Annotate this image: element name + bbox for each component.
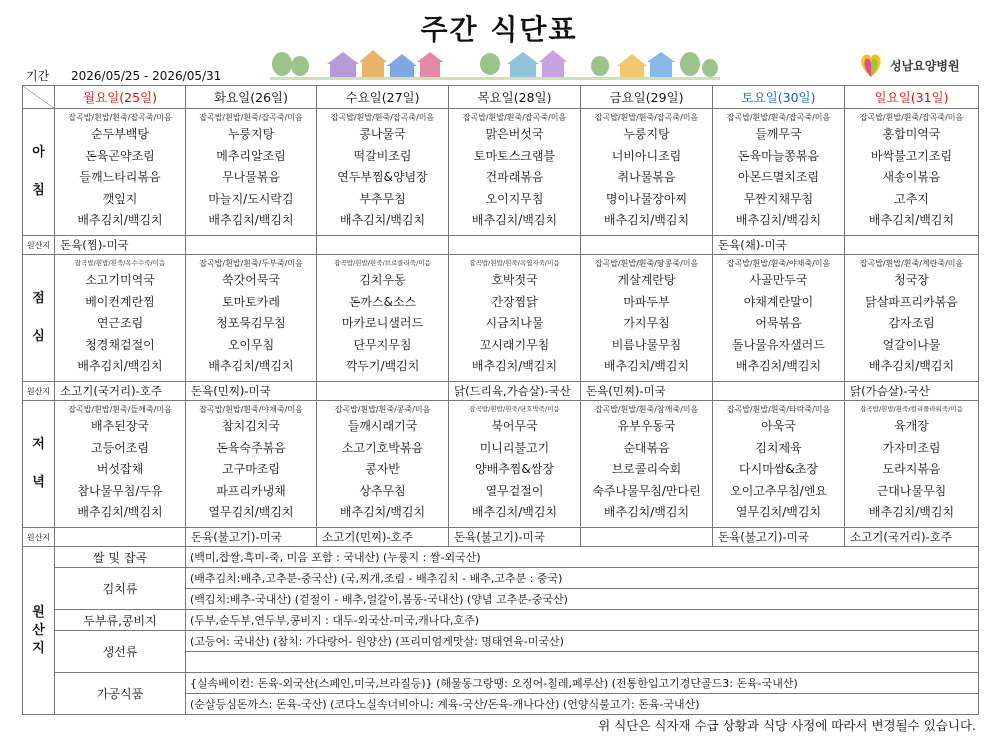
menu-item: 배추김치/백김치 xyxy=(208,213,294,228)
origin-label: 원산지 xyxy=(23,382,55,401)
menu-item: 메추리알조림 xyxy=(216,148,286,163)
food-type: 가공식품 xyxy=(55,673,186,715)
dinner-row xyxy=(23,401,979,528)
menu-item: 배추김치/백김치 xyxy=(208,359,294,374)
menu-item: 배추김치/백김치 xyxy=(868,505,955,520)
hospital-logo xyxy=(856,50,960,80)
menu-item: 유부우동국 xyxy=(617,419,676,433)
menu-item: 간장찜닭 xyxy=(491,294,538,309)
food-type: 생선류 xyxy=(55,631,186,673)
lunch-cell-thu xyxy=(449,255,581,382)
menu-item: 깻잎지 xyxy=(102,191,138,206)
side-label-char: 산 xyxy=(32,622,45,638)
origin-cell: 돈육(채)-미국 xyxy=(713,236,845,255)
menu-item: 배추김치/백김치 xyxy=(471,505,558,520)
rice-options: 잡곡밥/흰밥/흰죽/잡곡죽/미음 xyxy=(462,113,567,122)
origin-cell: 돈육(찜)-미국 xyxy=(55,236,186,255)
menu-item: 배추김치/백김치 xyxy=(735,359,822,374)
breakfast-row xyxy=(23,109,979,236)
origin-cell: 소고기(국거리)-호주 xyxy=(845,528,979,547)
day-header-tue: 화요일(26일) xyxy=(186,86,317,109)
lunch-cell-wed xyxy=(317,255,449,382)
origin-cell xyxy=(581,528,713,547)
menu-item: 토마토카레 xyxy=(222,294,280,309)
menu-item: 배추김치/백김치 xyxy=(868,213,955,228)
menu-item: 상추무침 xyxy=(359,483,406,498)
origin-cell xyxy=(713,382,845,401)
menu-item: 순대볶음 xyxy=(623,440,670,455)
period xyxy=(26,67,221,84)
menu-item: 돌나물유자샐러드 xyxy=(732,337,825,352)
menu-item: 홍합미역국 xyxy=(882,127,941,141)
food-type: 두부류,콩비지 xyxy=(55,610,186,631)
menu-item: 게살계란탕 xyxy=(617,273,676,287)
menu-item: 마파두부 xyxy=(623,294,670,309)
menu-item: 배추김치/백김치 xyxy=(77,505,163,520)
menu-item: 무나물볶음 xyxy=(222,170,280,185)
origin-cell: 소고기(민찌)-호주 xyxy=(317,528,449,547)
menu-item: 배추김치/백김치 xyxy=(471,213,558,228)
menu-item: 소고기호박볶음 xyxy=(341,440,424,455)
menu-item: 배추김치/백김치 xyxy=(339,505,426,520)
breakfast-label-char: 침 xyxy=(32,183,45,198)
rice-options: 잡곡밥/흰밥/흰죽/땅콩죽/미음 xyxy=(594,259,699,268)
menu-item: 참나물무침/두유 xyxy=(77,483,163,498)
breakfast-cell-thu xyxy=(449,109,581,236)
menu-item: 청국장 xyxy=(894,273,929,287)
breakfast-label-char: 아 xyxy=(32,145,45,160)
breakfast-cell-mon xyxy=(55,109,186,236)
menu-item: 닭살파프리카볶음 xyxy=(865,294,958,309)
food-origin-row-tofu xyxy=(23,610,979,631)
dinner-origin-row xyxy=(23,528,979,547)
menu-item: 배추김치/백김치 xyxy=(471,359,558,374)
breakfast-origin-row xyxy=(23,236,979,255)
lunch-label-char: 심 xyxy=(32,329,45,344)
dinner-label-char: 녁 xyxy=(32,475,45,490)
menu-item: 청경채겉절이 xyxy=(85,337,155,352)
breakfast-cell-wed xyxy=(317,109,449,236)
menu-item: 호박젓국 xyxy=(491,273,538,287)
side-label-char: 지 xyxy=(32,640,45,656)
menu-item: 마카로니샐러드 xyxy=(341,316,424,331)
menu-item: 바싹불고기조림 xyxy=(870,148,953,163)
menu-item: 들깨무국 xyxy=(755,127,802,141)
lunch-label-char: 점 xyxy=(32,291,45,306)
menu-item: 어묵볶음 xyxy=(755,316,802,331)
menu-item: 취나물볶음 xyxy=(617,170,676,185)
menu-item: 청포묵김무침 xyxy=(216,316,286,331)
origin-cell: 돈육(불고기)-미국 xyxy=(186,528,317,547)
menu-item: 오이무침 xyxy=(227,337,275,352)
menu-item: 콩나물국 xyxy=(359,127,406,141)
origin-cell xyxy=(317,236,449,255)
menu-item: 배추김치/백김치 xyxy=(603,213,690,228)
menu-item: 소고기미역국 xyxy=(85,273,155,287)
menu-item: 야채계란말이 xyxy=(743,294,814,309)
menu-item: 숙주나물무침/만다린 xyxy=(592,483,701,498)
dinner-cell-wed xyxy=(317,401,449,528)
rice-options: 잡곡밥/흰밥/흰죽/두부죽/미음 xyxy=(199,259,303,268)
rice-options: 잡곡밥/흰밥/흰죽/단호박죽/미음 xyxy=(469,405,560,413)
day-header-fri: 금요일(29일) xyxy=(581,86,713,109)
page-title: 주간 식단표 xyxy=(420,13,578,46)
rice-options: 잡곡밥/흰밥/흰죽/잡곡죽/미음 xyxy=(859,113,964,122)
dinner-cell-thu xyxy=(449,401,581,528)
menu-item: 배추김치/백김치 xyxy=(77,359,163,374)
menu-item: 아몬드멸치조림 xyxy=(737,170,820,185)
hospital-name: 성남요양병원 xyxy=(890,58,960,73)
rice-options: 잡곡밥/흰밥/흰죽/들깨죽/미음 xyxy=(68,405,172,414)
menu-item: 사골만두국 xyxy=(749,273,808,287)
rice-options: 잡곡밥/흰밥/흰죽/잡곡죽/미음 xyxy=(594,113,699,122)
menu-item: 배추김치/백김치 xyxy=(339,213,426,228)
day-header-sun: 일요일(31일) xyxy=(845,86,979,109)
origin-cell: 돈육(민찌)-미국 xyxy=(186,382,317,401)
dinner-cell-sun xyxy=(845,401,979,528)
lunch-row xyxy=(23,255,979,382)
menu-item: 배추김치/백김치 xyxy=(603,505,690,520)
menu-item: 꼬시래기무침 xyxy=(479,337,550,352)
rice-options: 잡곡밥/흰밥/흰죽/야채죽/미음 xyxy=(199,405,303,414)
dinner-cell-tue xyxy=(186,401,317,528)
breakfast-cell-sun xyxy=(845,109,979,236)
food-desc: (순살등심돈까스: 돈육-국산) (코다노실속너비아니: 계육-국산/돈육-캐나다산) (언양식불고기: 돈육-국내산) xyxy=(186,694,979,715)
menu-item: 콩자반 xyxy=(365,462,400,477)
lunch-cell-sat xyxy=(713,255,845,382)
origin-cell xyxy=(55,528,186,547)
menu-item: 가자미조림 xyxy=(882,440,941,455)
menu-item: 감자조림 xyxy=(888,316,935,331)
menu-item: 누룽지탕 xyxy=(227,127,275,141)
menu-item: 오이고추무침/엔요 xyxy=(730,483,827,498)
menu-item: 비름나물무침 xyxy=(611,337,682,352)
lunch-cell-sun xyxy=(845,255,979,382)
food-desc: (배추김치:배추,고추분-중국산) (국,찌개,조림 - 배추김치 - 배추,고추분 : 중국) xyxy=(186,568,979,589)
breakfast-cell-tue xyxy=(186,109,317,236)
dinner-cell-mon xyxy=(55,401,186,528)
menu-item: 배추된장국 xyxy=(91,419,149,433)
menu-item: 고추지 xyxy=(894,191,929,206)
menu-item: 새송이볶음 xyxy=(882,170,941,185)
day-header-row xyxy=(23,86,979,109)
food-type: 김치류 xyxy=(55,568,186,610)
header-corner xyxy=(23,86,55,109)
rice-options: 잡곡밥/흰밥/흰죽/옥수수죽/미음 xyxy=(74,259,166,267)
menu-item: 열무김치/백김치 xyxy=(735,505,822,520)
dinner-label xyxy=(23,401,55,528)
menu-item: 육개장 xyxy=(894,419,929,433)
dinner-cell-sat xyxy=(713,401,845,528)
menu-item: 고등어조림 xyxy=(91,440,149,455)
menu-item: 배추김치/백김치 xyxy=(868,359,955,374)
menu-item: 미니리불고기 xyxy=(479,440,550,455)
menu-item: 다시마쌈&초장 xyxy=(739,462,818,477)
food-desc: (백미,찹쌀,흑미-죽, 미음 포함 : 국내산) (누룽지 : 쌀-외국산) xyxy=(186,547,979,568)
notice-text: 위 식단은 식자재 수급 상황과 식당 사정에 따라서 변경될수 있습니다. xyxy=(598,718,976,733)
rice-options: 잡곡밥/흰밥/흰죽/브로콜리죽/미음 xyxy=(334,259,431,267)
period-range: 2026/05/25 - 2026/05/31 xyxy=(71,69,222,83)
breakfast-cell-sat xyxy=(713,109,845,236)
hospital-logo-icon xyxy=(856,50,886,80)
origin-cell: 소고기(국거리)-호주 xyxy=(55,382,186,401)
menu-item: 맑은버섯국 xyxy=(485,127,544,141)
origin-cell xyxy=(845,236,979,255)
origin-label: 원산지 xyxy=(23,236,55,255)
menu-item: 고구마조림 xyxy=(222,462,280,477)
menu-item: 들깨느타리볶음 xyxy=(79,170,161,185)
food-desc: (두부,순두부,연두부,콩비지 : 대두-외국산-미국,캐나다,호주) xyxy=(186,610,979,631)
menu-item: 베이컨계란찜 xyxy=(85,294,155,309)
rice-options: 잡곡밥/흰밥/흰죽/잡곡죽/미음 xyxy=(68,113,172,122)
menu-item: 순두부백탕 xyxy=(91,127,149,141)
dinner-label-char: 저 xyxy=(32,437,45,452)
menu-item: 배추김치/백김치 xyxy=(603,359,690,374)
origin-label: 원산지 xyxy=(23,528,55,547)
rice-options: 잡곡밥/흰밥/흰죽/야채죽/미음 xyxy=(726,259,831,268)
day-header-mon: 월요일(25일) xyxy=(55,86,186,109)
menu-item: 참치김치국 xyxy=(222,419,280,433)
rice-options: 잡곡밥/흰밥/흰죽/잡곡죽/미음 xyxy=(330,113,435,122)
food-desc xyxy=(186,652,979,673)
menu-item: 브로콜리숙회 xyxy=(611,462,682,477)
menu-item: 근대나물무침 xyxy=(876,483,947,498)
lunch-origin-row xyxy=(23,382,979,401)
menu-item: 버섯잡채 xyxy=(96,462,144,477)
origin-cell: 돈육(불고기)-미국 xyxy=(449,528,581,547)
menu-item: 파프리카냉채 xyxy=(216,483,286,498)
menu-item: 돈육숙주볶음 xyxy=(216,440,286,455)
menu-item: 아욱국 xyxy=(761,419,796,433)
menu-item: 열무겉절이 xyxy=(485,483,544,498)
rice-options: 잡곡밥/흰밥/흰죽/계란죽/미음 xyxy=(859,259,964,268)
menu-item: 돈육마늘쫑볶음 xyxy=(737,148,820,163)
menu-item: 돈까스&소스 xyxy=(348,294,417,309)
origin-cell xyxy=(317,382,449,401)
menu-item: 열무김치/백김치 xyxy=(208,505,294,520)
origin-cell: 돈육(불고기)-미국 xyxy=(713,528,845,547)
lunch-cell-mon xyxy=(55,255,186,382)
breakfast-cell-fri xyxy=(581,109,713,236)
rice-options: 잡곡밥/흰밥/흰죽/컬리플라워죽/미음 xyxy=(860,405,963,413)
food-origin-row-rice xyxy=(23,547,979,568)
menu-item: 배추김치/백김치 xyxy=(735,213,822,228)
menu-item: 토마토스크램블 xyxy=(473,148,556,163)
lunch-cell-tue xyxy=(186,255,317,382)
menu-item: 도라지볶음 xyxy=(882,462,941,477)
period-label: 기간 xyxy=(26,69,50,83)
food-origin-row-fish xyxy=(23,631,979,652)
origin-cell: 닭(가슴살)-국산 xyxy=(845,382,979,401)
day-header-sat: 토요일(30일) xyxy=(713,86,845,109)
menu-item: 연근조림 xyxy=(96,316,144,331)
rice-options: 잡곡밥/흰밥/흰죽/타락죽/미음 xyxy=(726,405,831,414)
day-header-wed: 수요일(27일) xyxy=(317,86,449,109)
origin-cell xyxy=(186,236,317,255)
dinner-cell-fri xyxy=(581,401,713,528)
rice-options: 잡곡밥/흰밥/흰죽/잡곡죽/미음 xyxy=(726,113,831,122)
menu-item: 가지무침 xyxy=(623,316,670,331)
meal-table xyxy=(22,85,979,715)
menu-item: 들깨시래기국 xyxy=(347,419,418,433)
day-header-thu: 목요일(28일) xyxy=(449,86,581,109)
menu-item: 김치우동 xyxy=(359,273,406,287)
food-origin-row-processed xyxy=(23,673,979,694)
breakfast-label xyxy=(23,109,55,236)
menu-item: 누룽지탕 xyxy=(623,127,670,141)
menu-item: 너비아니조림 xyxy=(611,148,682,163)
village-illustration xyxy=(270,44,720,80)
food-type: 쌀 및 잡곡 xyxy=(55,547,186,568)
menu-item: 시금치나물 xyxy=(485,316,544,331)
menu-item: 마늘지/도시락김 xyxy=(208,191,294,206)
lunch-label xyxy=(23,255,55,382)
menu-item: 쑥갓어묵국 xyxy=(222,273,280,287)
food-desc: (고등어: 국내산) (참치: 가다랑어- 원양산) (프리미엄게맛살: 명태연육-미국산) xyxy=(186,631,979,652)
menu-item: 북어무국 xyxy=(491,419,538,433)
rice-options: 잡곡밥/흰밥/흰죽/참깨죽/미음 xyxy=(594,405,699,414)
menu-item: 연두부찜&양념장 xyxy=(337,170,428,185)
menu-item: 배추김치/백김치 xyxy=(77,213,163,228)
menu-item: 무짠지채무침 xyxy=(743,191,814,206)
origin-cell xyxy=(581,236,713,255)
food-desc: {실속베이컨: 돈육-외국산(스페인,미국,브라질등)} (해물동그랑땡: 오징어-칠레,페루산) (전통한입고기경단골드3: 돈육-국내산) xyxy=(186,673,979,694)
menu-item: 양배추찜&쌈장 xyxy=(475,462,554,477)
menu-item: 건파래볶음 xyxy=(485,170,544,185)
menu-item: 얼갈이나물 xyxy=(882,337,941,352)
food-origin-row-kimchi xyxy=(23,568,979,589)
menu-item: 돈육곤약조림 xyxy=(85,148,155,163)
origin-cell: 닭(드리육,가슴살)-국산 xyxy=(449,382,581,401)
menu-item: 단무지무침 xyxy=(353,337,412,352)
rice-options: 잡곡밥/흰밥/흰죽/옥엽자죽/미음 xyxy=(469,259,560,267)
side-label-char: 원 xyxy=(32,604,45,620)
menu-item: 명이나물장아찌 xyxy=(605,191,688,206)
menu-item: 떡갈비조림 xyxy=(353,148,412,163)
origin-cell xyxy=(449,236,581,255)
food-origin-side-label xyxy=(23,547,55,715)
menu-item: 오이지무침 xyxy=(485,191,544,206)
menu-item: 부추무침 xyxy=(359,191,406,206)
food-desc: (백김치:배추-국내산) (겉절이 - 배추,얼갈이,봄동-국내산) (양념 고추분-중국산) xyxy=(186,589,979,610)
lunch-cell-fri xyxy=(581,255,713,382)
rice-options: 잡곡밥/흰밥/흰죽/콩죽/미음 xyxy=(334,405,431,414)
menu-item: 김치제육 xyxy=(755,440,802,455)
rice-options: 잡곡밥/흰밥/흰죽/잡곡죽/미음 xyxy=(199,113,303,122)
origin-cell: 돈육(민찌)-미국 xyxy=(581,382,713,401)
menu-item: 깍두기/백김치 xyxy=(345,359,420,374)
